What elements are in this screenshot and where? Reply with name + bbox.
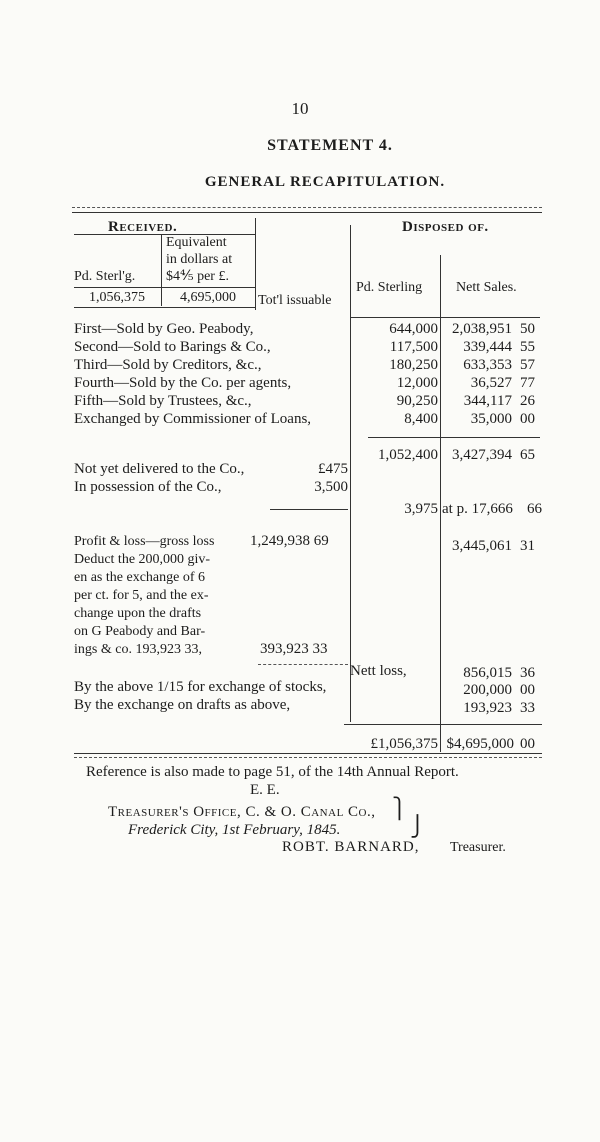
sales-row-cents: 50 [520, 321, 535, 337]
initials: E. E. [250, 782, 280, 798]
sales-row-label: Second—Sold to Barings & Co., [74, 339, 271, 355]
received-col-divider [161, 234, 162, 306]
received-dollar-value: 4,695,000 [180, 290, 236, 305]
reference-note: Reference is also made to page 51, of the 14th Annual Report. [86, 764, 459, 780]
sales-row-dollars: 2,038,951 [452, 321, 512, 337]
undelivered-label: Not yet delivered to the Co., [74, 461, 245, 477]
subtotal-cents: 65 [520, 447, 535, 463]
sales-row-sterling: 12,000 [396, 375, 438, 391]
received-underline [74, 234, 256, 235]
received-heading: Received. [108, 219, 178, 235]
undelivered-total-sterling: 3,975 [404, 501, 438, 517]
deduct-total-value: 393,923 33 [260, 641, 328, 657]
possession-label: In possession of the Co., [74, 479, 222, 495]
profit-loss-line: ings & co. 193,923 33, [74, 642, 202, 657]
sales-row-sterling: 180,250 [389, 357, 438, 373]
office-line: Treasurer's Office, C. & O. Canal Co., [108, 804, 376, 820]
received-value-rule [74, 307, 256, 308]
possession-value: 3,500 [314, 479, 348, 495]
profit-loss-rule [258, 664, 348, 665]
equivalent-header-3: $4⅘ per £. [166, 269, 229, 284]
sales-row-dollars: 35,000 [470, 411, 512, 427]
nett-loss-cents: 36 [520, 665, 535, 681]
sales-row-cents: 26 [520, 393, 535, 409]
sales-row-label: First—Sold by Geo. Peabody, [74, 321, 254, 337]
total-sales-cents: 31 [520, 538, 535, 554]
recap-title: GENERAL RECAPITULATION. [204, 174, 446, 190]
statement-title: STATEMENT 4. [267, 137, 393, 154]
sales-row-sterling: 8,400 [404, 411, 438, 427]
disposed-header-rule [350, 317, 540, 318]
disposed-sales-header: Nett Sales. [456, 280, 517, 295]
received-sterling-value: 1,056,375 [89, 290, 145, 305]
brace-bottom-icon: ⎭ [410, 816, 425, 838]
disposed-heading: Disposed of. [402, 219, 489, 235]
sales-row-sterling: 117,500 [389, 339, 438, 355]
profit-loss-line: Deduct the 200,000 giv- [74, 552, 211, 567]
subtotal-sterling: 1,052,400 [378, 447, 438, 463]
equivalent-header-2: in dollars at [166, 252, 233, 267]
disposed-sterling-header: Pd. Sterling [356, 280, 423, 295]
profit-loss-line: per ct. for 5, and the ex- [74, 588, 209, 603]
column-divider-label [350, 225, 351, 722]
total-sales-dollars: 3,445,061 [452, 538, 512, 554]
undelivered-value: £475 [318, 461, 348, 477]
sales-row-label: Fourth—Sold by the Co. per agents, [74, 375, 292, 391]
signature: ROBT. BARNARD, [282, 839, 420, 855]
adjustment-label: By the above 1/15 for exchange of stocks, [74, 679, 327, 695]
page-number: 10 [291, 99, 309, 118]
received-right-edge [255, 218, 256, 310]
adjustment-dollars: 200,000 [463, 682, 512, 698]
date-line: Frederick City, 1st February, 1845. [128, 822, 341, 838]
adjustment-label: By the exchange on drafts as above, [74, 697, 291, 713]
adjustment-cents: 33 [520, 700, 535, 716]
sales-row-cents: 57 [520, 357, 535, 373]
grand-total-sterling: £1,056,375 [370, 736, 438, 752]
sales-row-label: Third—Sold by Creditors, &c., [74, 357, 262, 373]
grand-total-rule [344, 724, 542, 725]
bottom-rule-2 [74, 757, 542, 758]
brace-top-icon: ⎫ [392, 798, 407, 820]
adjustment-cents: 00 [520, 682, 535, 698]
profit-loss-line: on G Peabody and Bar- [74, 624, 206, 639]
sales-row-dollars: 344,117 [463, 393, 512, 409]
sterling-header: Pd. Sterl'g. [74, 269, 136, 284]
grand-total-cents: 00 [520, 736, 535, 752]
top-rule-1 [72, 207, 542, 208]
nett-loss-dollars: 856,015 [463, 665, 512, 681]
gross-loss-value: 1,249,938 69 [250, 533, 329, 549]
undelivered-rule [270, 509, 348, 510]
profit-loss-line: change upon the drafts [74, 606, 202, 621]
column-divider-sterling [440, 255, 441, 752]
signature-title: Treasurer. [450, 840, 506, 855]
adjustment-dollars: 193,923 [463, 700, 512, 716]
total-issuable-label: Tot'l issuable [258, 293, 332, 308]
sales-row-label: Fifth—Sold by Trustees, &c., [74, 393, 252, 409]
sales-row-cents: 55 [520, 339, 535, 355]
top-rule-2 [72, 212, 542, 213]
equivalent-header-1: Equivalent [166, 235, 227, 250]
profit-loss-line: Profit & loss—gross loss [74, 534, 215, 549]
sales-row-dollars: 633,353 [463, 357, 512, 373]
sales-row-cents: 00 [520, 411, 535, 427]
sales-row-sterling: 644,000 [389, 321, 438, 337]
nett-loss-label: Nett loss, [350, 663, 407, 679]
bottom-rule-1 [74, 753, 542, 754]
sales-row-dollars: 36,527 [470, 375, 512, 391]
undelivered-at-price: at p. 17,666 [442, 501, 513, 517]
sales-row-label: Exchanged by Commissioner of Loans, [74, 411, 312, 427]
profit-loss-line: en as the exchange of 6 [74, 570, 205, 585]
sales-row-cents: 77 [520, 375, 535, 391]
sales-row-sterling: 90,250 [396, 393, 438, 409]
grand-total-dollars: $4,695,000 [446, 736, 514, 752]
sales-row-dollars: 339,444 [463, 339, 512, 355]
undelivered-total-cents: 66 [527, 501, 542, 517]
subtotal-rule [368, 437, 540, 438]
subtotal-dollars: 3,427,394 [452, 447, 512, 463]
received-header-rule [74, 287, 256, 288]
